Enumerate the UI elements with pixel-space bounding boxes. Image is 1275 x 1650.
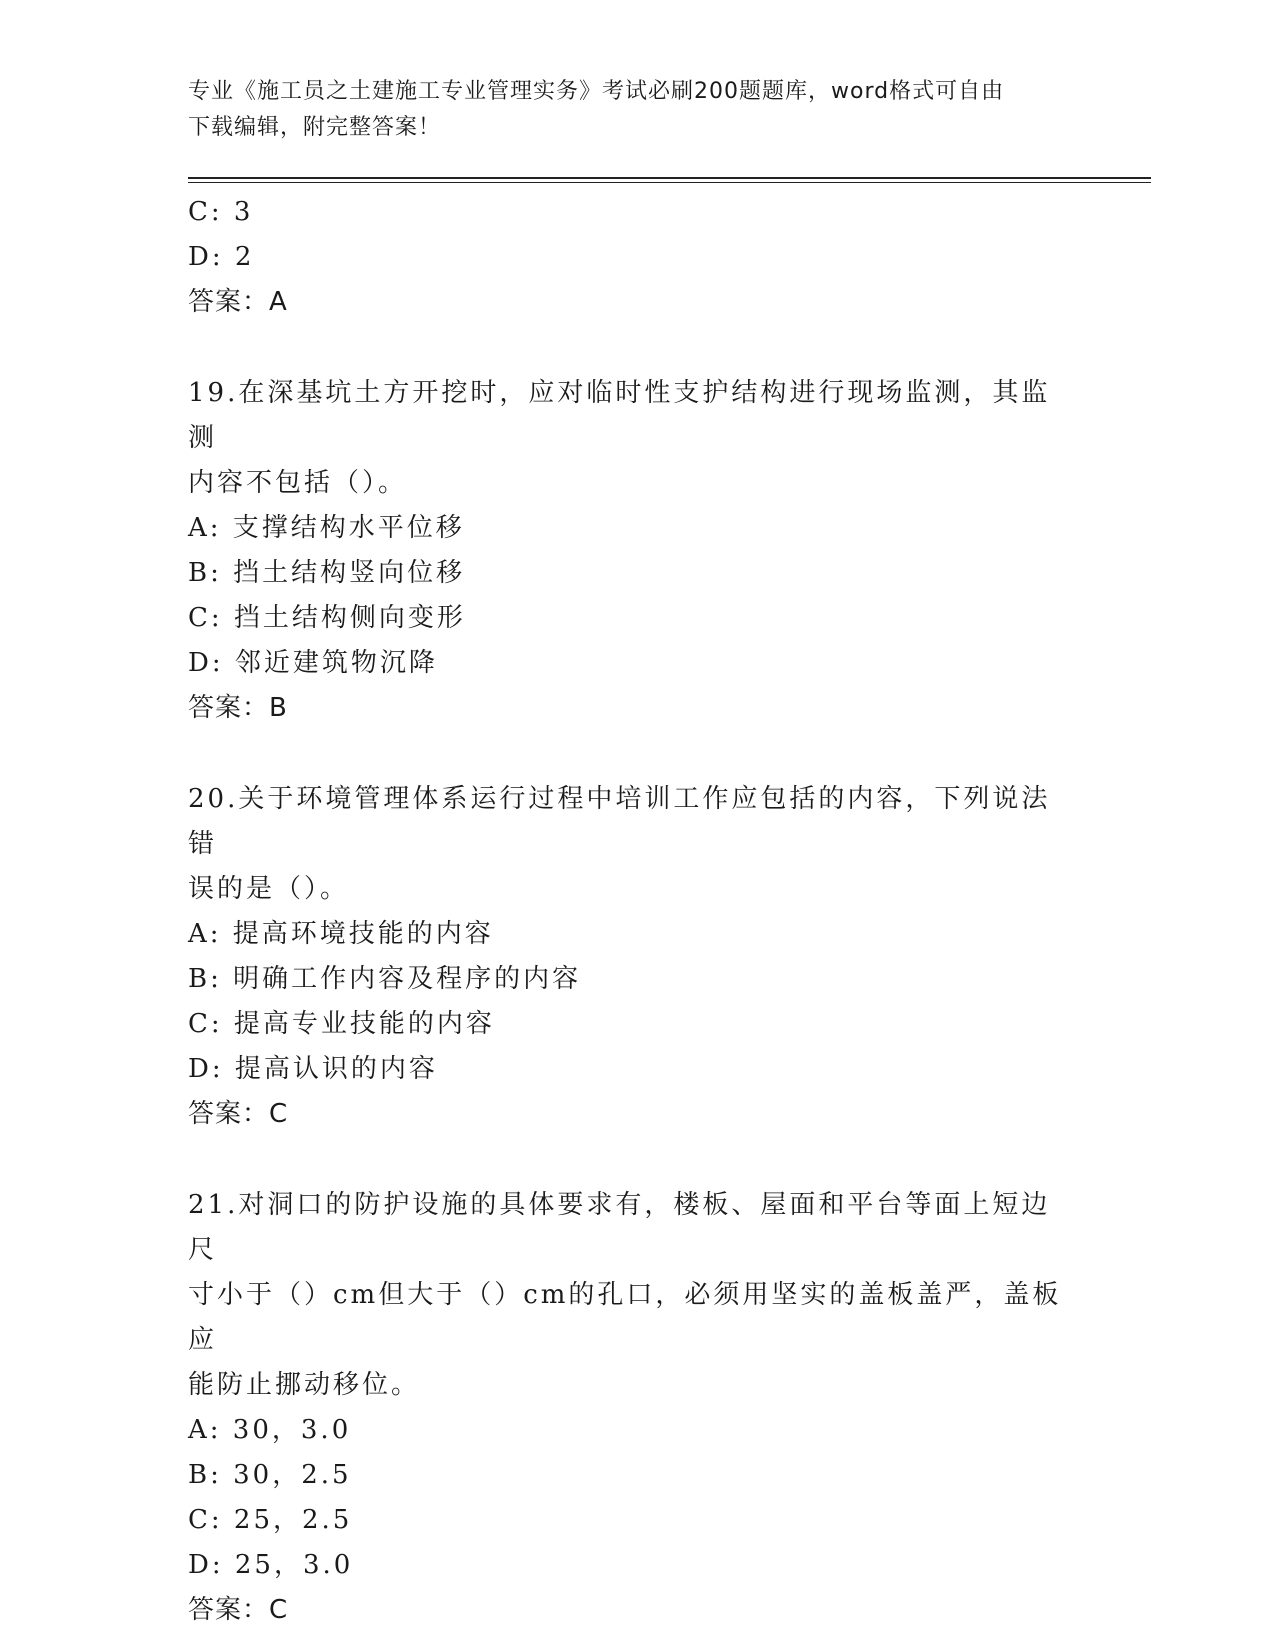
question-text-line: 能防止挪动移位。 [188,1370,421,1400]
option-b: B: 挡土结构竖向位移 [188,558,466,588]
question-text-line: 内容不包括（）。 [188,468,408,498]
question-text-line: 19.在深基坑土方开挖时，应对临时性支护结构进行现场监测，其监测 [188,378,1051,453]
option-d: D: 25，3.0 [188,1550,354,1580]
option-d: D: 邻近建筑物沉降 [188,648,438,678]
question-text [188,777,1068,912]
header-rule-thick [188,177,1151,179]
option-c: C: 25，2.5 [188,1505,353,1535]
question-19 [188,371,1068,731]
option-a: A: 30，3.0 [188,1415,352,1445]
header-line-1: 专业《施工员之土建施工专业管理实务》考试必刷200题题库，word格式可自由 [188,79,1005,104]
question-text [188,1183,1068,1408]
header-rule-thin [188,182,1151,183]
option-a: A: 支撑结构水平位移 [188,513,465,543]
question-text [188,371,1068,506]
question-text-line: 寸小于（）cm但大于（）cm的孔口，必须用坚实的盖板盖严，盖板应 [188,1280,1062,1355]
option-c: C: 挡土结构侧向变形 [188,603,466,633]
answer-line: 答案：C [188,1099,289,1129]
answer-line: 答案：C [188,1595,289,1625]
option-b: B: 明确工作内容及程序的内容 [188,964,582,994]
question-text-line: 20.关于环境管理体系运行过程中培训工作应包括的内容，下列说法错 [188,784,1051,859]
header-line-2: 下载编辑，附完整答案！ [188,115,442,140]
option-c: C: 3 [188,197,254,227]
answer-line: 答案：A [188,287,288,317]
option-d: D: 提高认识的内容 [188,1054,438,1084]
question-text-line: 误的是（）。 [188,874,350,904]
answer-line: 答案：B [188,693,288,723]
question-20 [188,777,1068,1137]
option-c: C: 提高专业技能的内容 [188,1009,495,1039]
option-a: A: 提高环境技能的内容 [188,919,494,949]
question-text-line: 21.对洞口的防护设施的具体要求有，楼板、屋面和平台等面上短边尺 [188,1190,1051,1265]
option-d: D: 2 [188,242,255,272]
document-header [188,74,1068,146]
previous-question-tail [188,190,1068,325]
document-body [188,190,1068,1633]
question-21 [188,1183,1068,1633]
option-b: B: 30，2.5 [188,1460,352,1490]
